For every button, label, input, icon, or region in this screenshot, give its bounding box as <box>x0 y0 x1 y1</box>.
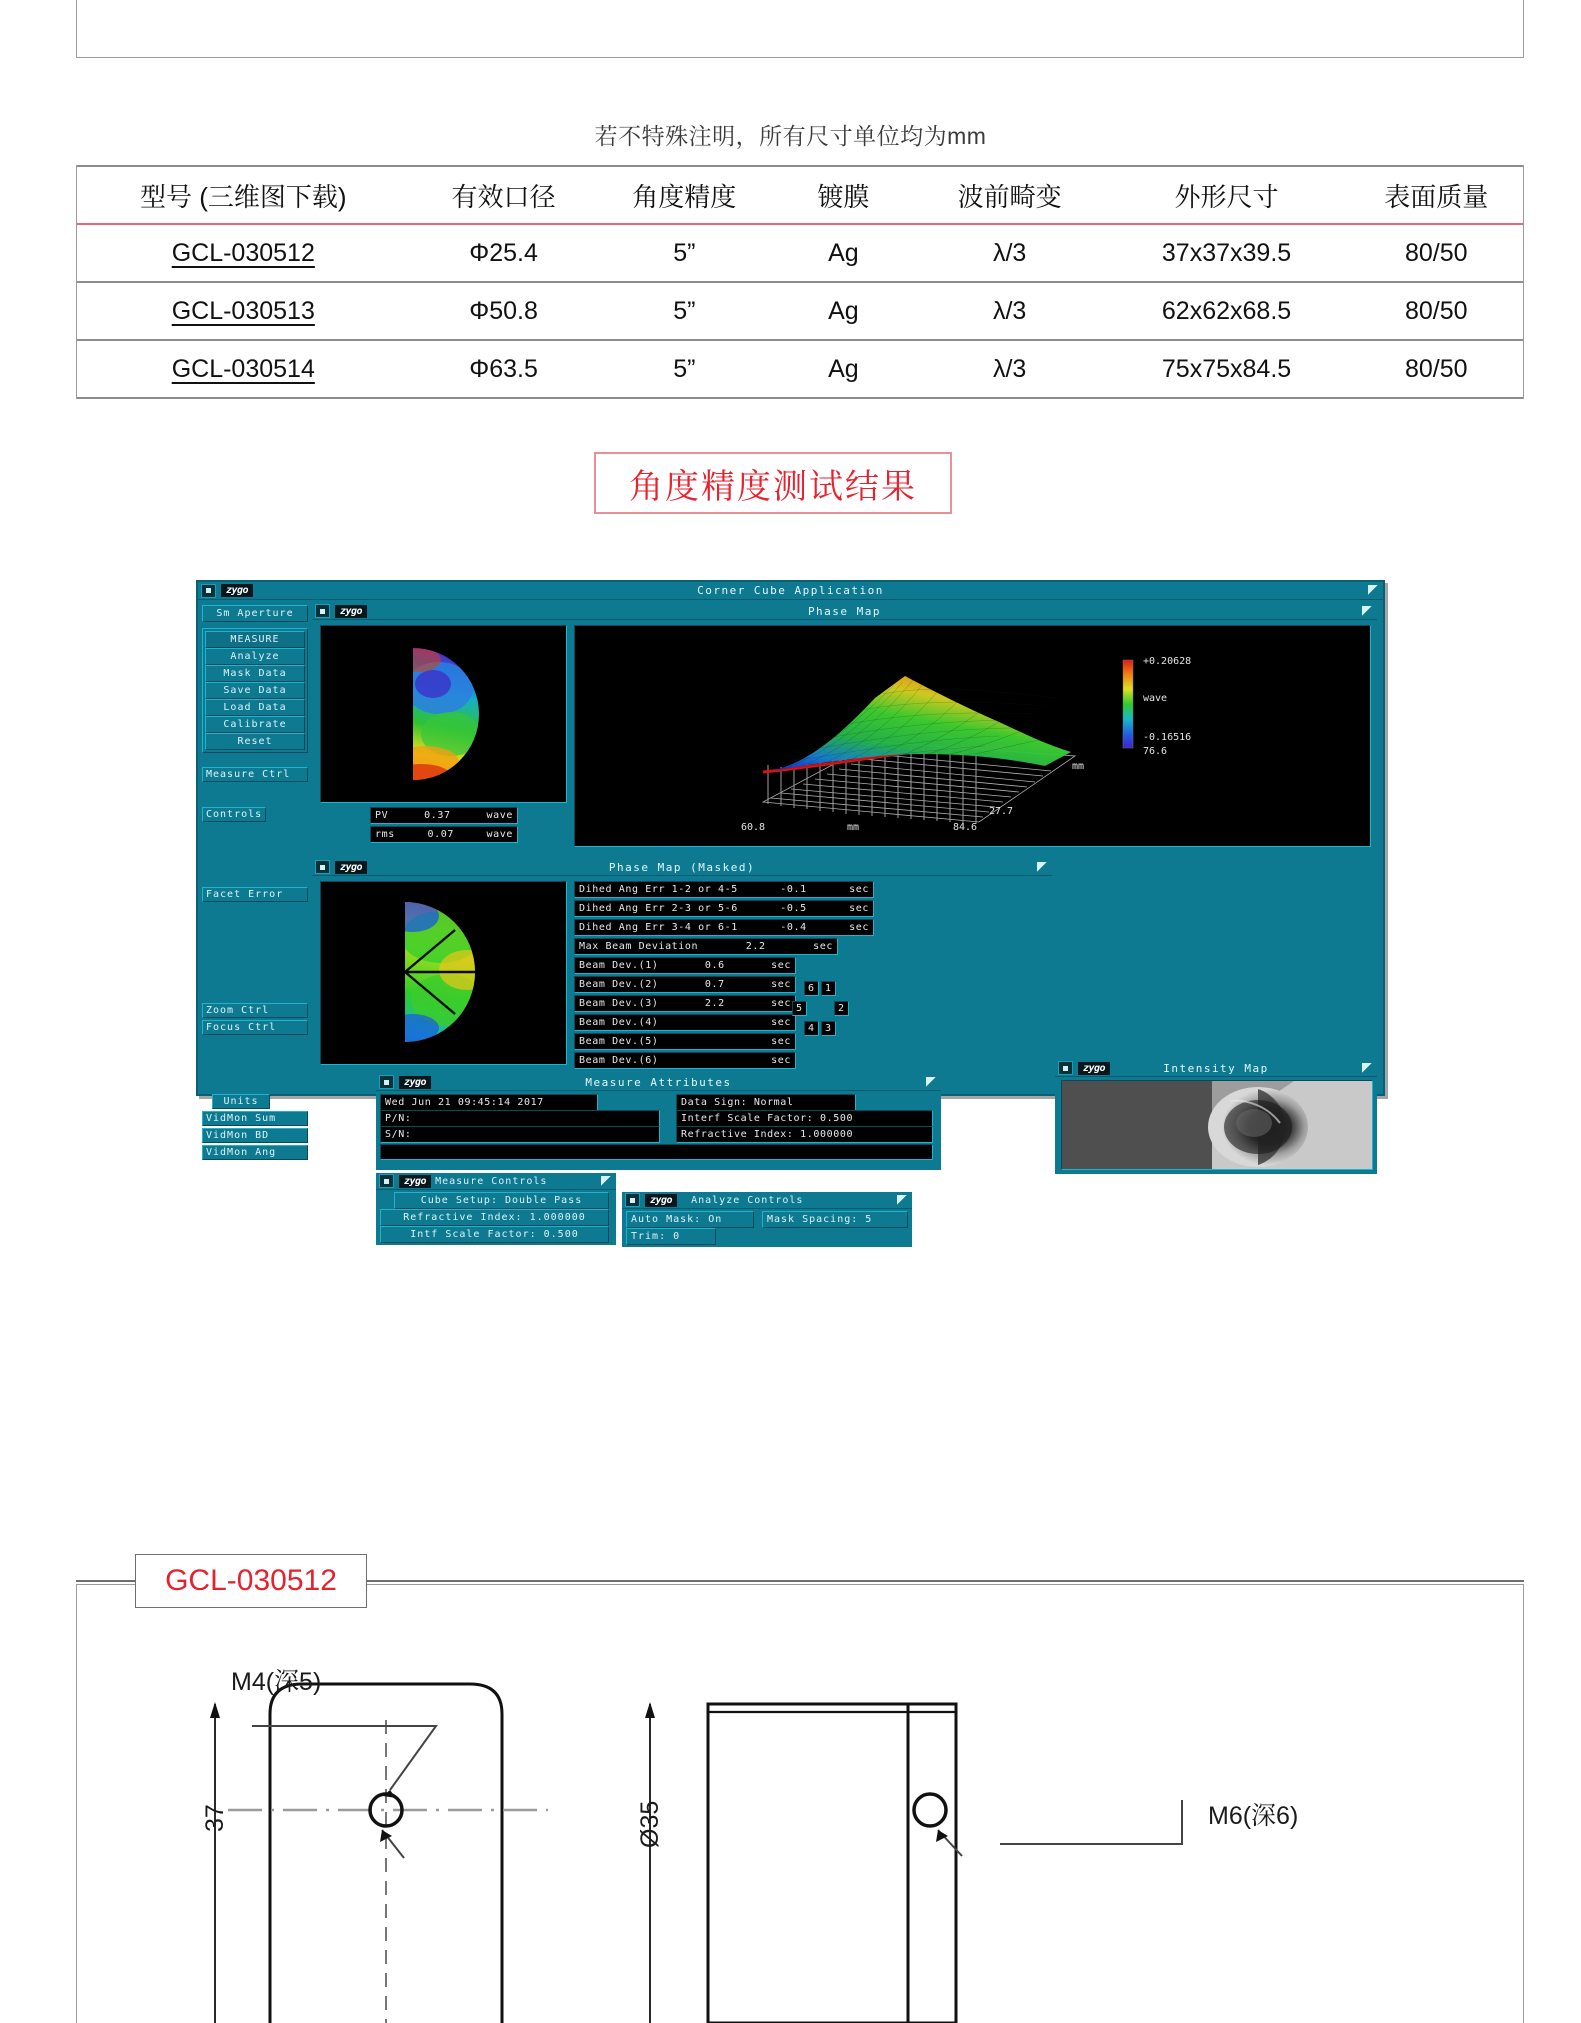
table-header-row <box>77 166 1523 224</box>
beam-dev-2-value: 0.7 <box>704 979 725 990</box>
sidebar-item-vidmon-sum[interactable]: VidMon Sum <box>202 1111 308 1126</box>
table-row <box>77 282 1523 340</box>
facet-number-3: 3 <box>821 1021 836 1036</box>
dihed-err-1-2-row <box>574 881 874 898</box>
col-header-aperture: 有效口径 <box>410 166 598 224</box>
tag-line-right <box>367 1580 1524 1582</box>
zygo-logo: zygo <box>1078 1062 1110 1075</box>
zygo-logo: zygo <box>335 861 367 874</box>
facet-number-1: 1 <box>821 981 836 996</box>
table-row <box>77 340 1523 398</box>
drawing-svg <box>0 1584 1581 2023</box>
sidebar-item-load-data[interactable]: Load Data <box>205 699 305 716</box>
cell-dimensions: 75x75x84.5 <box>1161 354 1292 383</box>
measure-attributes-title-bar <box>376 1074 941 1091</box>
refractive-index-field: Refractive Index: 1.000000 <box>676 1126 933 1143</box>
dihed-err-3-4-unit: sec <box>849 922 869 933</box>
pv-value: 0.37 <box>424 810 451 821</box>
facet-number-diagram <box>792 981 862 1041</box>
top-partial-box <box>76 0 1524 58</box>
cell-angle-accuracy: 5” <box>673 238 696 267</box>
intensity-map-title: Intensity Map <box>1163 1061 1269 1075</box>
intf-scale-factor-control[interactable]: Intf Scale Factor: 0.500 <box>380 1226 609 1243</box>
facet-number-5: 5 <box>792 1001 807 1016</box>
beam-dev-1-row <box>574 957 796 974</box>
tag-line-left <box>76 1580 136 1582</box>
zygo-logo: zygo <box>399 1076 431 1089</box>
part-number-field[interactable]: P/N: <box>380 1110 660 1127</box>
model-link[interactable]: GCL-030514 <box>171 354 315 383</box>
y-axis-max-label: 76.6 <box>1143 746 1168 757</box>
notes-field[interactable] <box>380 1144 933 1160</box>
dihed-err-1-2-label: Dihed Ang Err 1-2 or 4-5 <box>579 884 738 895</box>
cell-surface-quality: 80/50 <box>1404 354 1468 383</box>
cell-dimensions: 37x37x39.5 <box>1161 238 1292 267</box>
system-menu-icon[interactable] <box>379 1075 394 1089</box>
measure-attributes-window <box>376 1074 941 1170</box>
resize-icon[interactable] <box>1037 862 1048 873</box>
sidebar-item-focus-ctrl[interactable]: Focus Ctrl <box>202 1020 308 1035</box>
phase-map-3d-view[interactable] <box>574 625 1371 847</box>
facet-number-6: 6 <box>804 981 819 996</box>
x-axis-unit-label: mm <box>847 822 860 833</box>
facet-number-2: 2 <box>834 1001 849 1016</box>
dihed-err-3-4-value: -0.4 <box>780 922 807 933</box>
model-link[interactable]: GCL-030512 <box>171 238 315 267</box>
sidebar-item-calibrate[interactable]: Calibrate <box>205 716 305 733</box>
spec-table-wrapper <box>76 165 1524 399</box>
refractive-index-control[interactable]: Refractive Index: 1.000000 <box>380 1209 609 1226</box>
beam-dev-5-label: Beam Dev.(5) <box>579 1036 659 1047</box>
beam-dev-1-value: 0.6 <box>704 960 725 971</box>
facet-number-4: 4 <box>804 1021 819 1036</box>
sidebar-item-facet-error[interactable]: Facet Error <box>202 887 308 902</box>
intensity-map-title-bar <box>1055 1060 1377 1077</box>
sidebar-item-zoom-ctrl[interactable]: Zoom Ctrl <box>202 1003 308 1018</box>
beam-dev-3-row <box>574 995 796 1012</box>
cell-angle-accuracy: 5” <box>673 354 696 383</box>
dihed-err-3-4-row <box>574 919 874 936</box>
rms-label: rms <box>375 829 395 840</box>
zygo-logo: zygo <box>399 1175 431 1188</box>
phase-map-2d-view[interactable] <box>320 625 567 803</box>
zygo-logo: zygo <box>335 605 367 618</box>
analyze-controls-window <box>622 1192 912 1247</box>
col-header-surface-quality: 表面质量 <box>1349 166 1523 224</box>
scale-min-label: -0.16516 <box>1143 732 1192 743</box>
data-sign-field: Data Sign: Normal <box>676 1094 856 1111</box>
serial-number-field[interactable]: S/N: <box>380 1126 660 1143</box>
cell-coating: Ag <box>828 354 859 383</box>
col-header-wavefront: 波前畸变 <box>916 166 1104 224</box>
trim-control[interactable]: Trim: 0 <box>626 1228 716 1245</box>
dihed-err-1-2-unit: sec <box>849 884 869 895</box>
resize-icon[interactable] <box>1368 585 1379 596</box>
analyze-controls-title: Analyze Controls <box>691 1194 804 1206</box>
beam-dev-6-label: Beam Dev.(6) <box>579 1055 659 1066</box>
cell-aperture: Φ50.8 <box>469 296 538 325</box>
sidebar <box>202 601 308 1158</box>
mask-spacing-control[interactable]: Mask Spacing: 5 <box>762 1211 908 1228</box>
col-header-dimensions: 外形尺寸 <box>1104 166 1350 224</box>
dihed-err-2-3-unit: sec <box>849 903 869 914</box>
sidebar-item-save-data[interactable]: Save Data <box>205 682 305 699</box>
interf-scale-factor-field: Interf Scale Factor: 0.500 <box>676 1110 933 1127</box>
col-header-angle-accuracy: 角度精度 <box>598 166 772 224</box>
beam-dev-3-unit: sec <box>771 998 791 1009</box>
dihed-err-2-3-label: Dihed Ang Err 2-3 or 5-6 <box>579 903 738 914</box>
beam-dev-4-unit: sec <box>771 1017 791 1028</box>
spec-table <box>77 165 1523 399</box>
beam-dev-4-label: Beam Dev.(4) <box>579 1017 659 1028</box>
phase-map-2d-svg <box>321 626 566 802</box>
sidebar-item-reset[interactable]: Reset <box>205 733 305 750</box>
cell-coating: Ag <box>828 238 859 267</box>
cell-dimensions: 62x62x68.5 <box>1161 296 1292 325</box>
max-beam-deviation-unit: sec <box>813 941 833 952</box>
cell-aperture: Φ63.5 <box>469 354 538 383</box>
app-title-bar <box>198 582 1383 600</box>
dihed-err-2-3-value: -0.5 <box>780 903 807 914</box>
sidebar-item-analyze[interactable]: Analyze <box>205 648 305 665</box>
zygo-application-window <box>196 580 1385 1242</box>
dimension-d35-label: Ø35 <box>636 1800 664 1848</box>
phase-map-title-bar <box>312 603 1377 620</box>
phase-map-masked-title-bar <box>312 859 1052 876</box>
phase-map-masked-window <box>312 859 1052 1071</box>
rms-value: 0.07 <box>427 829 454 840</box>
rms-row <box>370 826 518 843</box>
y-axis-unit-label: mm <box>1072 761 1085 772</box>
model-link[interactable]: GCL-030513 <box>171 296 315 325</box>
section-title: 角度精度测试结果 <box>594 452 952 514</box>
x-axis-min-label: 60.8 <box>741 822 766 833</box>
max-beam-deviation-row <box>574 938 838 955</box>
col-header-coating: 镀膜 <box>771 166 916 224</box>
beam-dev-1-label: Beam Dev.(1) <box>579 960 659 971</box>
resize-icon[interactable] <box>1362 1063 1373 1074</box>
phase-map-masked-svg <box>321 882 566 1064</box>
phase-map-masked-title: Phase Map (Masked) <box>608 860 756 874</box>
cell-model <box>77 282 410 340</box>
phase-map-masked-view[interactable] <box>320 881 567 1065</box>
intensity-map-window <box>1055 1060 1377 1174</box>
pv-unit: wave <box>486 810 513 821</box>
resize-icon[interactable] <box>601 1176 612 1187</box>
analyze-controls-title-bar <box>622 1192 912 1209</box>
beam-dev-2-row <box>574 976 796 993</box>
cell-wavefront: λ/3 <box>992 238 1027 267</box>
cell-surface-quality: 80/50 <box>1404 296 1468 325</box>
system-menu-icon[interactable] <box>1058 1061 1073 1075</box>
phase-map-3d-svg <box>575 626 1370 846</box>
beam-dev-2-label: Beam Dev.(2) <box>579 979 659 990</box>
dihed-err-1-2-value: -0.1 <box>780 884 807 895</box>
system-menu-icon[interactable] <box>379 1174 394 1188</box>
measurement-timestamp: Wed Jun 21 09:45:14 2017 <box>380 1094 598 1111</box>
x-axis-max-label: 84.6 <box>953 822 978 833</box>
auto-mask-control[interactable]: Auto Mask: On <box>626 1211 754 1228</box>
cell-model <box>77 340 410 398</box>
resize-icon[interactable] <box>926 1077 937 1088</box>
scale-max-label: +0.20628 <box>1143 656 1192 667</box>
phase-map-window <box>312 603 1377 856</box>
phase-map-stats <box>370 807 518 843</box>
sidebar-item-sm-aperture[interactable]: Sm Aperture <box>202 605 308 622</box>
max-beam-deviation-value: 2.2 <box>745 941 766 952</box>
system-menu-icon[interactable] <box>201 584 216 598</box>
cell-surface-quality: 80/50 <box>1404 238 1468 267</box>
y-axis-min-label: 27.7 <box>989 806 1014 817</box>
pv-row <box>370 807 518 824</box>
beam-dev-3-value: 2.2 <box>704 998 725 1009</box>
max-beam-deviation-label: Max Beam Deviation <box>579 941 699 952</box>
units-note: 若不特殊注明，所有尺寸单位均为mm <box>594 123 987 149</box>
intensity-map-view[interactable] <box>1061 1080 1373 1170</box>
measure-attributes-title: Measure Attributes <box>585 1075 732 1089</box>
beam-dev-3-label: Beam Dev.(3) <box>579 998 659 1009</box>
app-title: Corner Cube Application <box>697 584 884 597</box>
sidebar-item-measure-ctrl[interactable]: Measure Ctrl <box>202 767 308 782</box>
sidebar-item-measure[interactable]: MEASURE <box>205 631 305 648</box>
resize-icon[interactable] <box>897 1195 908 1206</box>
sidebar-item-mask-data[interactable]: Mask Data <box>205 665 305 682</box>
measure-controls-title-bar <box>376 1173 616 1190</box>
cell-model <box>77 224 410 282</box>
table-row <box>77 224 1523 282</box>
measure-controls-window <box>376 1173 616 1245</box>
dimension-37-label: 37 <box>201 1804 229 1832</box>
zygo-logo: zygo <box>221 584 253 597</box>
beam-dev-6-row <box>574 1052 796 1069</box>
cell-wavefront: λ/3 <box>992 354 1027 383</box>
cube-setup-button[interactable]: Cube Setup: Double Pass <box>394 1192 609 1209</box>
beam-dev-5-row <box>574 1033 796 1050</box>
rms-unit: wave <box>486 829 513 840</box>
dihed-err-3-4-label: Dihed Ang Err 3-4 or 6-1 <box>579 922 738 933</box>
cell-aperture: Φ25.4 <box>469 238 538 267</box>
sidebar-item-units[interactable]: Units <box>212 1094 270 1109</box>
drawing-part-number: GCL-030512 <box>135 1554 367 1608</box>
sidebar-menu-group <box>202 628 308 753</box>
system-menu-icon[interactable] <box>625 1193 640 1207</box>
beam-dev-4-row <box>574 1014 796 1031</box>
system-menu-icon[interactable] <box>315 604 330 618</box>
sidebar-item-controls[interactable]: Controls <box>202 807 266 822</box>
dihed-err-2-3-row <box>574 900 874 917</box>
system-menu-icon[interactable] <box>315 860 330 874</box>
cell-wavefront: λ/3 <box>992 296 1027 325</box>
resize-icon[interactable] <box>1362 606 1373 617</box>
intensity-map-svg <box>1062 1081 1372 1169</box>
beam-dev-2-unit: sec <box>771 979 791 990</box>
beam-dev-1-unit: sec <box>771 960 791 971</box>
cell-angle-accuracy: 5” <box>673 296 696 325</box>
phase-map-title: Phase Map <box>807 604 882 618</box>
callout-m4-label: M4(深5) <box>231 1668 322 1696</box>
callout-m6-label: M6(深6) <box>1208 1802 1299 1830</box>
beam-dev-6-unit: sec <box>771 1055 791 1066</box>
sidebar-item-vidmon-bd[interactable]: VidMon BD <box>202 1128 308 1143</box>
cell-coating: Ag <box>828 296 859 325</box>
sidebar-item-vidmon-ang[interactable]: VidMon Ang <box>202 1145 308 1160</box>
beam-dev-5-unit: sec <box>771 1036 791 1047</box>
scale-unit-label: wave <box>1143 693 1168 704</box>
zygo-logo: zygo <box>645 1194 677 1207</box>
measure-controls-title: Measure Controls <box>435 1175 548 1187</box>
pv-label: PV <box>375 810 389 821</box>
col-header-model: 型号 (三维图下载) <box>77 166 410 224</box>
